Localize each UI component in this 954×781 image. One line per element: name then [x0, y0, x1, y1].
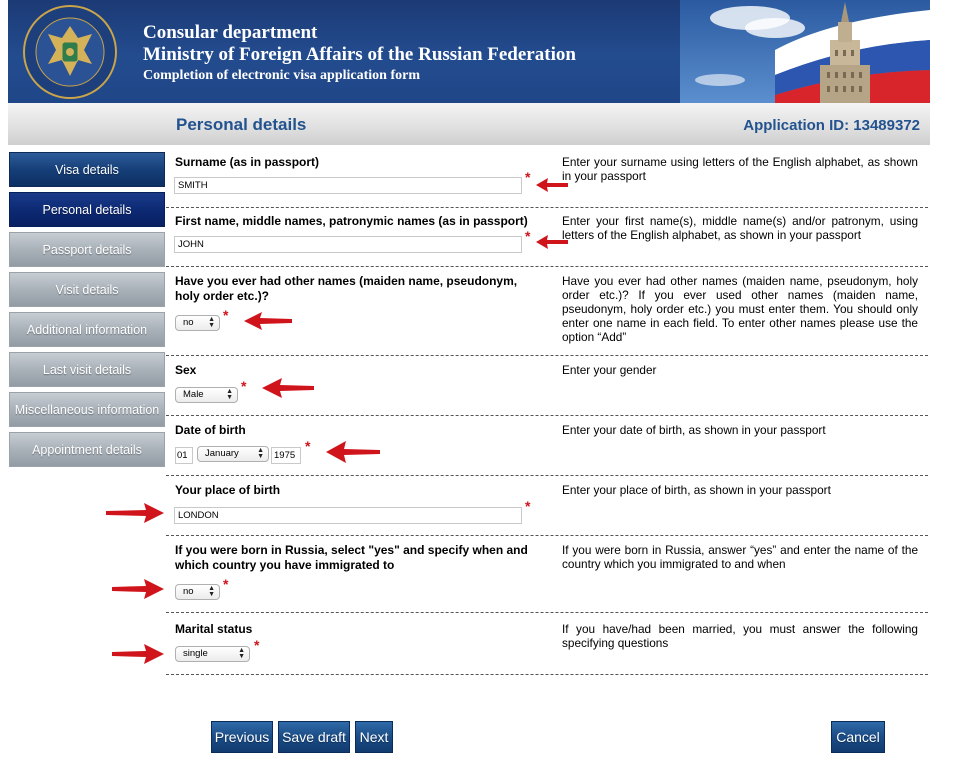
- header-department: Consular department: [143, 22, 318, 43]
- dob-help: Enter your date of birth, as shown in your passport: [562, 423, 826, 437]
- other-names-label: Have you ever had other names (maiden name, pseudonym, holy order etc.)?: [175, 274, 518, 303]
- annotation-arrow-icon: [536, 177, 568, 193]
- required-mark: *: [223, 307, 229, 323]
- annotation-arrow-icon: [326, 440, 380, 464]
- annotation-arrow-icon: [112, 643, 164, 665]
- marital-help: If you have/had been married, you must answer the following specifying questions: [562, 622, 918, 650]
- sex-label: Sex: [175, 363, 197, 377]
- sidebar-item-miscellaneous-information[interactable]: Miscellaneous information: [9, 392, 165, 427]
- first-name-label: First name, middle names, patronymic names (as in passport): [175, 214, 528, 228]
- application-id: Application ID: 13489372: [743, 117, 920, 134]
- born-russia-value: no: [183, 586, 194, 597]
- marital-row: [166, 619, 928, 675]
- surname-label: Surname (as in passport): [175, 155, 320, 169]
- dob-month-value: January: [205, 448, 239, 459]
- required-mark: *: [305, 438, 311, 454]
- sidebar-nav: [9, 152, 165, 472]
- birthplace-input[interactable]: LONDON: [174, 507, 522, 524]
- birthplace-label: Your place of birth: [175, 483, 281, 497]
- birthplace-help: Enter your place of birth, as shown in your passport: [562, 483, 831, 497]
- sex-value: Male: [183, 389, 204, 400]
- save-draft-button[interactable]: Save draft: [278, 721, 350, 753]
- select-arrows-icon: ▲ ▼: [208, 585, 215, 598]
- annotation-arrow-icon: [244, 311, 292, 331]
- annotation-arrow-icon: [112, 578, 164, 600]
- dob-label: Date of birth: [175, 423, 246, 437]
- required-mark: *: [241, 378, 247, 394]
- surname-help: Enter your surname using letters of the English alphabet, as shown in your passport: [562, 155, 918, 183]
- dob-month-select[interactable]: [197, 446, 269, 462]
- sidebar-item-last-visit-details[interactable]: Last visit details: [9, 352, 165, 387]
- title-bar: [8, 103, 930, 145]
- ministry-building-flag-icon: [680, 0, 930, 103]
- birthplace-row: [166, 480, 928, 536]
- header-banner: [8, 0, 930, 103]
- sex-select[interactable]: [175, 387, 238, 403]
- required-mark: *: [254, 637, 260, 653]
- required-mark: *: [525, 498, 531, 514]
- page-title: Personal details: [176, 115, 307, 134]
- required-mark: *: [525, 228, 531, 244]
- born-russia-row: [166, 540, 928, 613]
- next-button[interactable]: Next: [355, 721, 393, 753]
- first-name-help: Enter your first name(s), middle name(s) and/or patronym, using letters of the English alphabet, as shown in your passport: [562, 214, 918, 242]
- marital-select[interactable]: [175, 646, 250, 662]
- marital-label: Marital status: [175, 622, 253, 636]
- dob-day-input[interactable]: 01: [175, 447, 193, 464]
- sex-help: Enter your gender: [562, 363, 657, 377]
- select-arrows-icon: ▲ ▼: [208, 316, 215, 329]
- sidebar-item-additional-information[interactable]: Additional information: [9, 312, 165, 347]
- dob-year-input[interactable]: 1975: [271, 447, 301, 464]
- born-russia-label: If you were born in Russia, select "yes" and specify when and which country you have immigrated to: [175, 543, 528, 572]
- cancel-button[interactable]: Cancel: [831, 721, 885, 753]
- select-arrows-icon: ▲ ▼: [226, 388, 233, 401]
- dob-row: [166, 420, 928, 476]
- born-russia-select[interactable]: [175, 584, 220, 600]
- annotation-arrow-icon: [262, 377, 314, 399]
- previous-button[interactable]: Previous: [211, 721, 273, 753]
- sidebar-item-visit-details[interactable]: Visit details: [9, 272, 165, 307]
- annotation-arrow-icon: [106, 502, 164, 524]
- ministry-emblem-icon: [22, 4, 118, 100]
- surname-input[interactable]: SMITH: [174, 177, 522, 194]
- first-name-input[interactable]: JOHN: [174, 236, 522, 253]
- other-names-select[interactable]: [175, 315, 220, 331]
- select-arrows-icon: ▲ ▼: [238, 647, 245, 660]
- sidebar-item-personal-details[interactable]: Personal details: [9, 192, 165, 227]
- header-subtitle: Completion of electronic visa application form: [143, 68, 420, 83]
- header-ministry: Ministry of Foreign Affairs of the Russian Federation: [143, 44, 576, 65]
- required-mark: *: [223, 576, 229, 592]
- sidebar-item-visa-details[interactable]: Visa details: [9, 152, 165, 187]
- select-arrows-icon: ▲ ▼: [257, 447, 264, 460]
- born-russia-help: If you were born in Russia, answer “yes” and enter the name of the country which you immigrated to and when: [562, 543, 918, 571]
- marital-value: single: [183, 648, 208, 659]
- other-names-value: no: [183, 317, 194, 328]
- sidebar-item-appointment-details[interactable]: Appointment details: [9, 432, 165, 467]
- required-mark: *: [525, 169, 531, 185]
- annotation-arrow-icon: [536, 234, 568, 250]
- sidebar-item-passport-details[interactable]: Passport details: [9, 232, 165, 267]
- other-names-help: Have you ever had other names (maiden name, pseudonym, holy order etc.)? If you ever used other names (maiden name, pseudonym, holy order etc.) you must enter them. You should only enter one name in each field. To enter other names please use the option “Add”: [562, 274, 918, 344]
